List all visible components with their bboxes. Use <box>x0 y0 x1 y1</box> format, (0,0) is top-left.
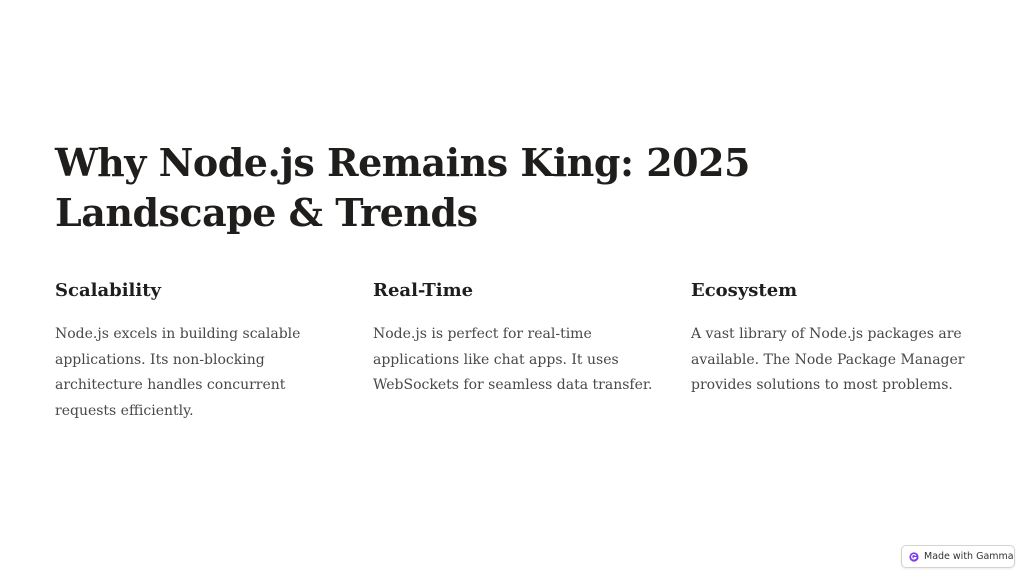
feature-heading: Ecosystem <box>691 280 798 301</box>
feature-column-scalability <box>55 278 345 424</box>
feature-heading: Scalability <box>55 280 161 301</box>
feature-description: Node.js excels in building scalable applications. Its non-blocking architecture handles concurrent requests efficiently. <box>55 326 301 419</box>
feature-column-real-time <box>373 278 663 399</box>
feature-columns <box>55 278 975 448</box>
feature-description: Node.js is perfect for real-time applications like chat apps. It uses WebSockets for seamless data transfer. <box>373 326 653 394</box>
made-with-gamma-badge[interactable] <box>901 545 1015 568</box>
feature-column-ecosystem <box>691 278 981 399</box>
slide-title: Why Node.js Remains King: 2025 Landscape & Trends <box>55 140 750 235</box>
feature-description: A vast library of Node.js packages are available. The Node Package Manager provides solutions to most problems. <box>691 326 965 394</box>
gamma-logo-icon <box>909 552 919 562</box>
feature-heading: Real-Time <box>373 280 474 301</box>
badge-label: Made with Gamma <box>924 551 1014 562</box>
